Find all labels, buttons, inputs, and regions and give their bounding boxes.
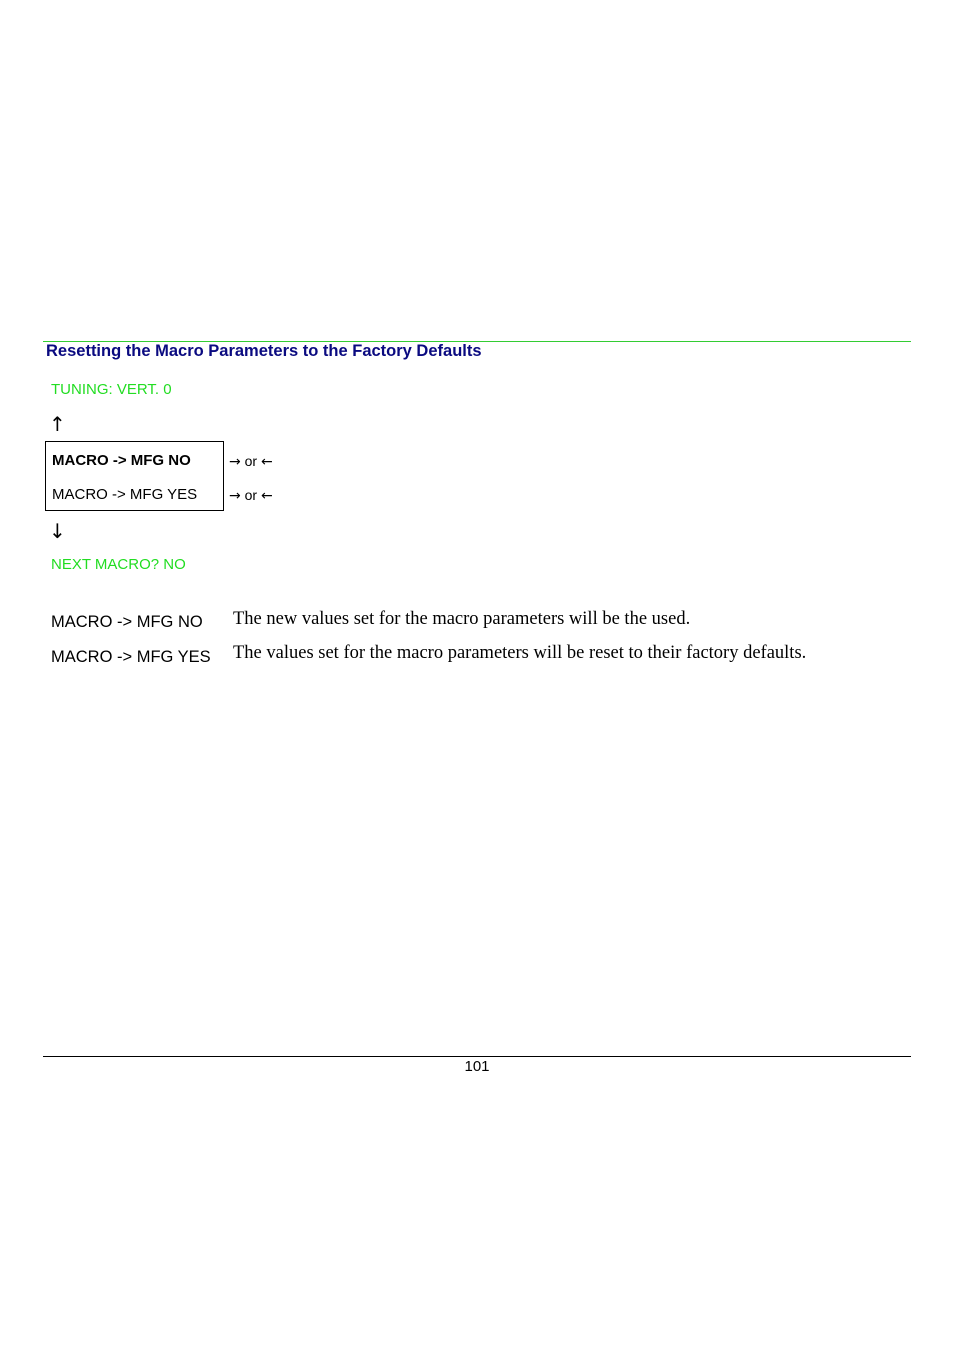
next-menu-item: NEXT MACRO? NO	[51, 556, 186, 573]
menu-option-mfg-yes: MACRO -> MFG YES	[52, 486, 198, 503]
right-arrow-icon: →	[229, 454, 241, 470]
left-arrow-icon: ←	[260, 454, 273, 470]
definition-description-mfg-yes: The values set for the macro parameters will be reset to their factory defaults.	[233, 643, 807, 663]
definition-term-mfg-yes: MACRO -> MFG YES	[51, 648, 211, 666]
menu-option-mfg-no: MACRO -> MFG NO	[52, 452, 191, 469]
previous-menu-item: TUNING: VERT. 0	[51, 381, 172, 398]
definition-description-mfg-no: The new values set for the macro parameters will be the used.	[233, 609, 691, 629]
footer-divider	[43, 1056, 911, 1057]
nav-or-text: or	[240, 487, 261, 503]
nav-hint-mfg-no	[229, 453, 273, 470]
left-arrow-icon: ←	[260, 488, 273, 504]
definition-term-mfg-no: MACRO -> MFG NO	[51, 613, 203, 631]
menu-options-box	[45, 441, 224, 511]
section-heading: Resetting the Macro Parameters to the Factory Defaults	[46, 342, 482, 360]
up-arrow-icon: ↑	[49, 412, 66, 436]
down-arrow-icon: ↓	[49, 519, 66, 543]
page-number: 101	[464, 1058, 490, 1075]
right-arrow-icon: →	[229, 488, 241, 504]
nav-hint-mfg-yes	[229, 487, 273, 504]
nav-or-text: or	[240, 453, 261, 469]
